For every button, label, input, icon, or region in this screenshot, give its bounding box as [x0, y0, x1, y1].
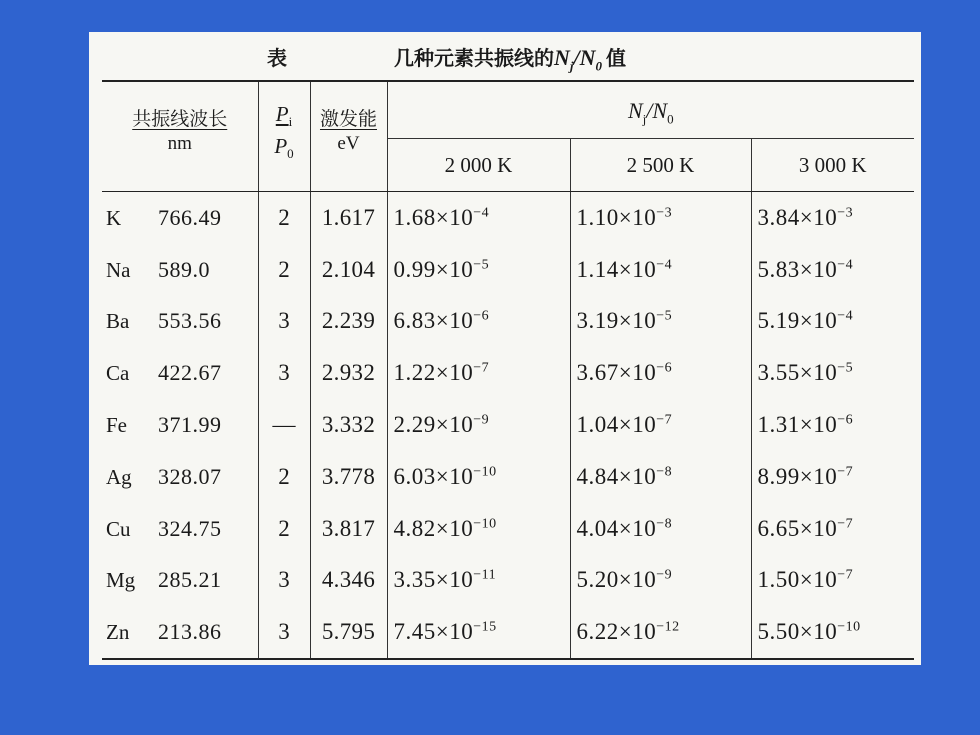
- table-row: [102, 347, 914, 399]
- cell-element: [102, 244, 258, 296]
- ratio-mantissa: 1.31×10: [757, 412, 838, 438]
- cell-element: [102, 555, 258, 607]
- wavelength-value: 589.0: [158, 256, 210, 282]
- header-p-ratio: [258, 81, 310, 192]
- cell-energy: [310, 451, 387, 503]
- ratio-exponent: −5: [473, 257, 490, 273]
- header-wavelength-label: 共振线波长: [132, 108, 228, 130]
- table-row: [102, 296, 914, 348]
- cell-ratio-2: [570, 244, 751, 296]
- ratio-exponent: −4: [473, 205, 490, 221]
- element-symbol: K: [106, 205, 122, 230]
- energy-value: 2.104: [321, 256, 376, 282]
- cell-ratio-3: [751, 347, 914, 399]
- wavelength-value: 553.56: [158, 308, 222, 334]
- wavelength-value: 328.07: [158, 463, 222, 489]
- cell-energy: [310, 555, 387, 607]
- ratio-mantissa: 3.84×10: [757, 204, 838, 230]
- cell-p-ratio: [258, 296, 310, 348]
- header-ratio-group: [387, 81, 914, 139]
- cell-ratio-1: [387, 503, 570, 555]
- header-p-num: $P_i$: [275, 102, 293, 130]
- ratio-mantissa: 8.99×10: [757, 463, 838, 489]
- wavelength-value: 285.21: [158, 567, 222, 593]
- ratio-mantissa: 1.14×10: [576, 256, 657, 282]
- ratio-mantissa: 3.67×10: [576, 360, 657, 386]
- ratio-mantissa: 6.03×10: [393, 463, 474, 489]
- energy-value: 1.617: [321, 204, 376, 230]
- ratio-exponent: −7: [473, 360, 490, 376]
- ratio-exponent: −10: [837, 619, 861, 635]
- caption-title-prefix: 几种元素共振线的: [394, 46, 554, 70]
- cell-ratio-3: [751, 244, 914, 296]
- cell-ratio-1: [387, 244, 570, 296]
- table-row: [102, 244, 914, 296]
- ratio-mantissa: 4.04×10: [576, 515, 657, 541]
- cell-element: [102, 451, 258, 503]
- ratio-mantissa: 3.55×10: [757, 360, 838, 386]
- table-row: [102, 503, 914, 555]
- element-symbol: Zn: [106, 620, 130, 645]
- p-ratio-value: 3: [278, 360, 290, 386]
- ratio-exponent: −7: [837, 567, 854, 583]
- ratio-mantissa: 1.22×10: [393, 360, 474, 386]
- cell-p-ratio: [258, 451, 310, 503]
- table-body: [102, 192, 914, 660]
- ratio-exponent: −12: [656, 619, 680, 635]
- wavelength-value: 422.67: [158, 360, 222, 386]
- cell-energy: [310, 244, 387, 296]
- ratio-mantissa: 5.50×10: [757, 619, 838, 645]
- cell-ratio-2: [570, 606, 751, 659]
- cell-element: [102, 399, 258, 451]
- element-symbol: Fe: [106, 413, 127, 438]
- cell-ratio-1: [387, 347, 570, 399]
- cell-ratio-1: [387, 606, 570, 659]
- energy-value: 5.795: [321, 619, 376, 645]
- cell-ratio-3: [751, 192, 914, 244]
- cell-element: [102, 606, 258, 659]
- cell-element: [102, 296, 258, 348]
- table-row: [102, 399, 914, 451]
- ratio-exponent: −8: [656, 516, 673, 532]
- cell-energy: [310, 399, 387, 451]
- ratio-mantissa: 6.22×10: [576, 619, 657, 645]
- ratio-exponent: −8: [656, 464, 673, 480]
- ratio-exponent: −10: [473, 464, 497, 480]
- ratio-exponent: −6: [656, 360, 673, 376]
- element-symbol: Cu: [106, 516, 131, 541]
- p-ratio-value: 2: [278, 256, 290, 282]
- cell-ratio-2: [570, 347, 751, 399]
- ratio-mantissa: 5.83×10: [757, 256, 838, 282]
- header-energy: [310, 81, 387, 192]
- wavelength-value: 371.99: [158, 412, 222, 438]
- header-p-den: $P_0$: [274, 134, 294, 162]
- boltzmann-ratio-table: [102, 80, 914, 660]
- cell-p-ratio: [258, 503, 310, 555]
- cell-ratio-3: [751, 606, 914, 659]
- ratio-exponent: −5: [837, 360, 854, 376]
- ratio-mantissa: 4.82×10: [393, 515, 474, 541]
- cell-p-ratio: [258, 192, 310, 244]
- cell-energy: [310, 347, 387, 399]
- ratio-mantissa: 3.19×10: [576, 308, 657, 334]
- ratio-exponent: −6: [473, 308, 490, 324]
- header-temp-2500: 2 500 K: [570, 139, 751, 192]
- energy-value: 3.332: [321, 412, 376, 438]
- cell-ratio-2: [570, 503, 751, 555]
- table-row: [102, 192, 914, 244]
- cell-ratio-2: [570, 399, 751, 451]
- ratio-exponent: −3: [837, 205, 854, 221]
- energy-value: 3.778: [321, 463, 376, 489]
- ratio-exponent: −7: [656, 412, 673, 428]
- ratio-mantissa: 5.19×10: [757, 308, 838, 334]
- element-symbol: Ca: [106, 361, 130, 386]
- ratio-exponent: −4: [837, 308, 854, 324]
- ratio-exponent: −9: [473, 412, 490, 428]
- ratio-exponent: −3: [656, 205, 673, 221]
- ratio-mantissa: 6.65×10: [757, 515, 838, 541]
- cell-ratio-3: [751, 503, 914, 555]
- element-symbol: Na: [106, 257, 131, 282]
- cell-ratio-2: [570, 296, 751, 348]
- cell-ratio-3: [751, 296, 914, 348]
- ratio-mantissa: 1.50×10: [757, 567, 838, 593]
- cell-p-ratio: [258, 606, 310, 659]
- cell-ratio-1: [387, 192, 570, 244]
- cell-ratio-2: [570, 451, 751, 503]
- header-wavelength: [102, 81, 258, 192]
- cell-ratio-1: [387, 555, 570, 607]
- p-ratio-value: 2: [278, 204, 290, 230]
- ratio-mantissa: 1.04×10: [576, 412, 657, 438]
- p-ratio-value: 3: [278, 567, 290, 593]
- ratio-exponent: −4: [656, 257, 673, 273]
- cell-ratio-3: [751, 555, 914, 607]
- energy-value: 2.932: [321, 360, 376, 386]
- header-temp-3000: 3 000 K: [751, 139, 914, 192]
- wavelength-value: 213.86: [158, 619, 222, 645]
- cell-ratio-3: [751, 399, 914, 451]
- header-energy-label: 激发能: [319, 108, 377, 130]
- cell-ratio-1: [387, 451, 570, 503]
- ratio-mantissa: 6.83×10: [393, 308, 474, 334]
- energy-value: 2.239: [321, 308, 376, 334]
- cell-p-ratio: [258, 555, 310, 607]
- p-ratio-value: 3: [278, 619, 290, 645]
- wavelength-value: 324.75: [158, 515, 222, 541]
- ratio-mantissa: 1.10×10: [576, 204, 657, 230]
- cell-element: [102, 192, 258, 244]
- ratio-exponent: −7: [837, 464, 854, 480]
- caption-label: 表: [267, 46, 287, 70]
- p-ratio-value: —: [272, 412, 296, 438]
- header-temp-2000: 2 000 K: [387, 139, 570, 192]
- header-wavelength-unit: nm: [167, 133, 192, 154]
- cell-element: [102, 347, 258, 399]
- wavelength-value: 766.49: [158, 204, 222, 230]
- element-symbol: Ba: [106, 309, 130, 334]
- element-symbol: Mg: [106, 568, 136, 593]
- cell-ratio-1: [387, 399, 570, 451]
- ratio-exponent: −15: [473, 619, 497, 635]
- caption-suffix: 值: [606, 46, 627, 70]
- cell-energy: [310, 503, 387, 555]
- cell-p-ratio: [258, 347, 310, 399]
- ratio-exponent: −5: [656, 308, 673, 324]
- ratio-mantissa: 4.84×10: [576, 463, 657, 489]
- scanned-table-page: [89, 32, 921, 665]
- table-row: [102, 451, 914, 503]
- ratio-exponent: −9: [656, 567, 673, 583]
- cell-energy: [310, 296, 387, 348]
- ratio-exponent: −10: [473, 516, 497, 532]
- cell-ratio-1: [387, 296, 570, 348]
- table-caption: [89, 38, 921, 74]
- cell-ratio-2: [570, 192, 751, 244]
- p-ratio-value: 2: [278, 515, 290, 541]
- cell-element: [102, 503, 258, 555]
- element-symbol: Ag: [106, 464, 132, 489]
- p-ratio-value: 2: [278, 463, 290, 489]
- p-ratio-value: 3: [278, 308, 290, 334]
- caption-title: [394, 42, 626, 74]
- cell-energy: [310, 606, 387, 659]
- energy-value: 3.817: [321, 515, 376, 541]
- energy-value: 4.346: [321, 567, 376, 593]
- ratio-mantissa: 3.35×10: [393, 567, 474, 593]
- table-row: [102, 555, 914, 607]
- table-row: [102, 606, 914, 659]
- ratio-exponent: −4: [837, 257, 854, 273]
- header-energy-unit: eV: [337, 133, 360, 154]
- header-ratio-label: $N_j/N_0$: [627, 98, 674, 127]
- ratio-mantissa: 7.45×10: [393, 619, 474, 645]
- caption-ratio: $N_j/N_0$: [554, 45, 603, 74]
- ratio-mantissa: 2.29×10: [393, 412, 474, 438]
- ratio-mantissa: 0.99×10: [393, 256, 474, 282]
- ratio-exponent: −6: [837, 412, 854, 428]
- cell-p-ratio: [258, 244, 310, 296]
- cell-ratio-3: [751, 451, 914, 503]
- cell-p-ratio: [258, 399, 310, 451]
- ratio-mantissa: 5.20×10: [576, 567, 657, 593]
- ratio-exponent: −7: [837, 516, 854, 532]
- ratio-mantissa: 1.68×10: [393, 204, 474, 230]
- ratio-exponent: −11: [473, 567, 497, 583]
- cell-ratio-2: [570, 555, 751, 607]
- cell-energy: [310, 192, 387, 244]
